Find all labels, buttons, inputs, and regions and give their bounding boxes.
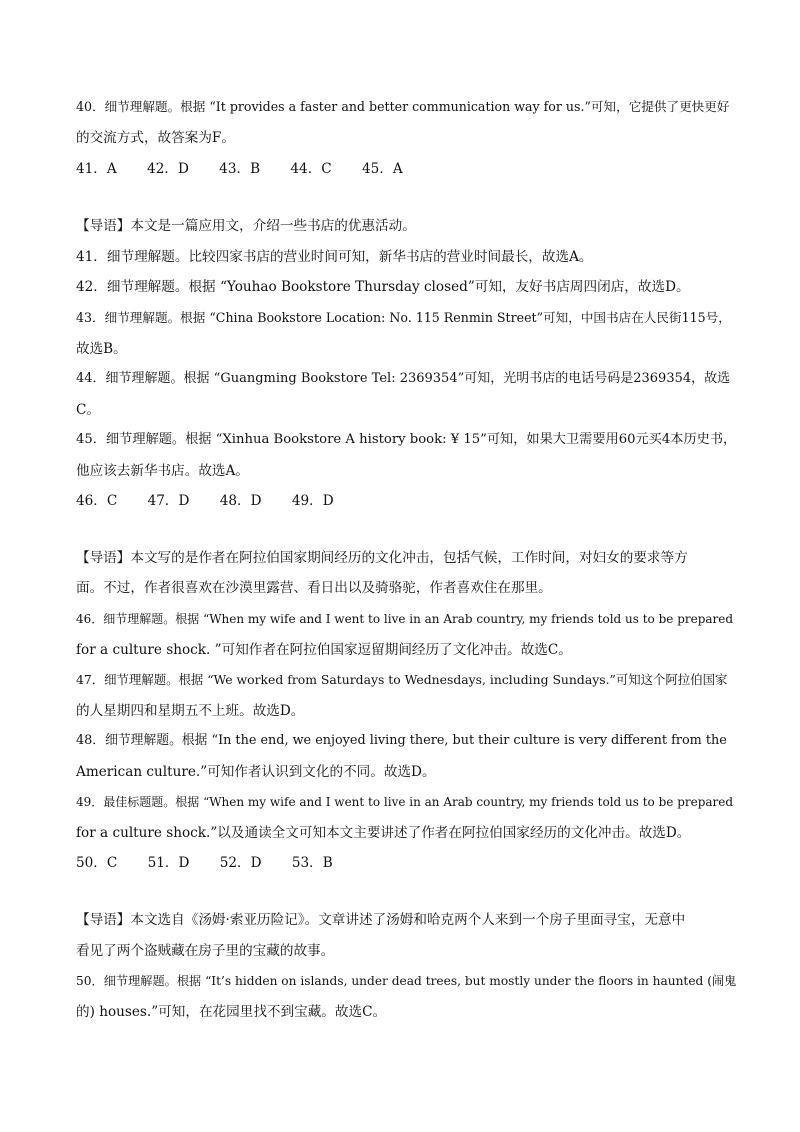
answer-item: 43．B [219,161,261,177]
text-line: 42．细节理解题。根据 “Youhao Bookstore Thursday closed”可知，友好书店周四闭店，故选D。 [76,279,690,295]
text-line: 50．细节理解题。根据 “It’s hidden on islands, under dead trees, but mostly under the floors in haunted (闹鬼 [76,974,737,988]
answer-item: 47．D [147,493,190,509]
text-line: 【导语】本文是一篇应用文，介绍一些书店的优惠活动。 [76,218,416,234]
answer-row [76,491,736,511]
text-line: 40．细节理解题。根据 “It provides a faster and better communication way for us.”可知，它提供了更快更好 [76,99,730,114]
text-line: 的人星期四和星期五不上班。故选D。 [76,703,305,719]
answer-item: 48．D [219,493,262,509]
text-line: 45．细节理解题。根据 “Xinhua Bookstore A history book: ¥ 15”可知，如果大卫需要用60元买4本历史书， [76,432,737,447]
text-line: 46．细节理解题。根据 “When my wife and I went to live in an Arab country, my friends told us to be prepared [76,612,734,626]
text-line: 他应该去新华书店。故选A。 [76,463,249,479]
text-line: 48．细节理解题。根据 “In the end, we enjoyed living there, but their culture is very different from the [76,733,727,748]
answer-item: 49．D [291,493,334,509]
text-line: 面。不过，作者很喜欢在沙漠里露营、看日出以及骑骆驼，作者喜欢住在那里。 [76,580,552,596]
answer-item: 41．A [76,161,117,177]
answer-row [76,159,736,179]
text-line: for a culture shock. ”可知作者在阿拉伯国家逗留期间经历了文化冲击。故选C。 [76,642,572,658]
text-line: 看见了两个盗贼藏在房子里的宝藏的故事。 [76,943,335,959]
answer-item: 50．C [76,855,118,871]
text-line: C。 [76,402,100,418]
answer-item: 51．D [147,855,190,871]
text-line: 41．细节理解题。比较四家书店的营业时间可知，新华书店的营业时间最长，故选A。 [76,249,593,265]
text-line: 故选B。 [76,341,127,357]
text-line: 的交流方式，故答案为F。 [76,130,235,146]
text-line: 47．细节理解题。根据 “We worked from Saturdays to Wednesdays, including Sundays.”可知这个阿拉伯国家 [76,672,728,687]
answer-item: 46．C [76,493,118,509]
text-line: 的) houses.”可知，在花园里找不到宝藏。故选C。 [76,1004,387,1020]
text-line: 【导语】本文选自《汤姆·索亚历险记》。文章讲述了汤姆和哈克两个人来到一个房子里面寻宝，无意中 [76,912,686,928]
answer-row [76,853,736,873]
answer-item: 44．C [290,161,332,177]
answer-item: 42．D [147,161,189,177]
text-line: 43．细节理解题。根据 “China Bookstore Location: No. 115 Renmin Street”可知，中国书店在人民街115号， [76,310,731,325]
answer-item: 52．D [219,855,262,871]
answer-item: 45．A [362,161,403,177]
text-line: 【导语】本文写的是作者在阿拉伯国家期间经历的文化冲击，包括气候，工作时间，对妇女的要求等方 [76,550,688,566]
answer-item: 53．B [291,855,333,871]
text-line: 49．最佳标题题。根据 “When my wife and I went to live in an Arab country, my friends told us to be prepared [76,795,734,809]
text-line: 44．细节理解题。根据 “Guangming Bookstore Tel: 2369354”可知，光明书店的电话号码是2369354，故选 [76,371,731,386]
text-line: American culture.”可知作者认识到文化的不同。故选D。 [76,764,436,780]
text-line: for a culture shock.”以及通读全文可知本文主要讲述了作者在阿拉伯国家经历的文化冲击。故选D。 [76,825,691,841]
